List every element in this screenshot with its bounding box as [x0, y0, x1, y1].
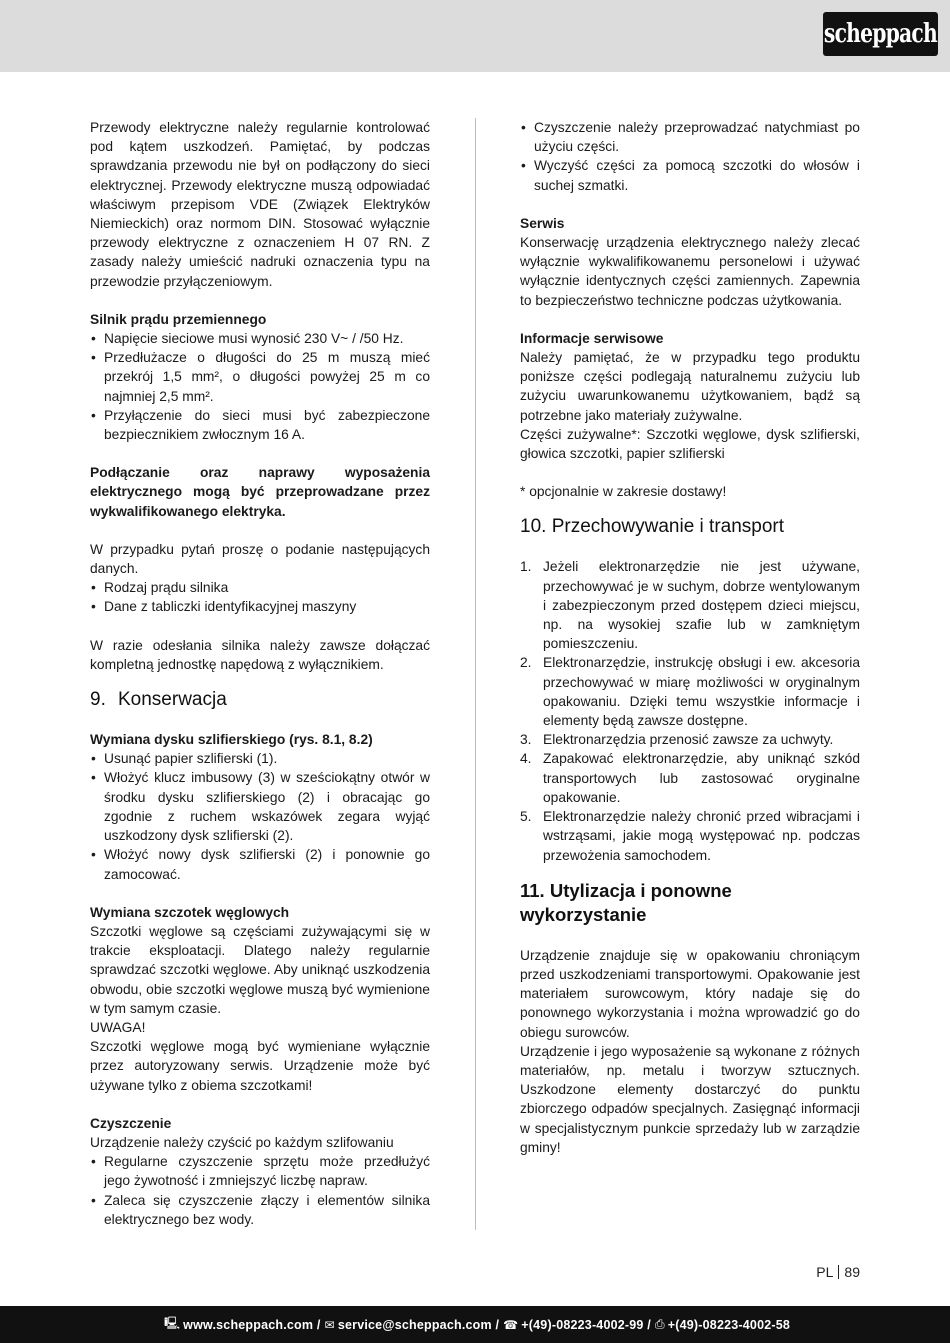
list-item: • Włożyć klucz imbusowy (3) w sześciokątny otwór w środku dysku szlifierskiego (2) i obracając go zgodnie z ruchem wskazówek zegara wyjąć uszkodzony dysk szlifierski (2). [90, 768, 430, 845]
optional-note: * opcjonalnie w zakresie dostawy! [520, 484, 727, 500]
right-column [520, 118, 860, 1157]
motor-return-text: W razie odesłania silnika należy zawsze dołączać kompletną jednostkę napędową z wyłącznikiem. [90, 637, 430, 672]
computer-icon: 🖳 [163, 1316, 181, 1330]
storage-list [520, 557, 860, 864]
section-number: 10. [520, 516, 547, 538]
list-item: 4. Zapakować elektronarzędzie, aby uniknąć szkód transportowych lub zastosować oryginalne opakowanie. [520, 751, 860, 805]
section-title: Utylizacja i ponowne wykorzystanie [520, 879, 732, 925]
footer-email[interactable]: service@scheppach.com / [337, 1317, 500, 1332]
footer-phone: +(49)-08223-4002-99 / [521, 1317, 651, 1332]
brush-replacement-text: Szczotki węglowe są częściami zużywającymi się w trakcie eksploatacji. Dlatego należy regularnie sprawdzać szczotki węglowe. Aby uniknąć uszkodzenia obwodu, obie szczotki węglowe muszą być wymienione w tym samym czasie. [90, 923, 430, 1016]
disc-replacement-heading: Wymiana dysku szlifierskiego (rys. 8.1, 8.2) [90, 732, 373, 748]
logo-text: scheppach [824, 19, 938, 49]
list-item: • Rodzaj prądu silnika [90, 578, 430, 597]
service-text: Konserwację urządzenia elektrycznego należy zlecać wyłącznie wykwalifikowanemu personelowi i używać wyłącznie identycznych części zamiennych. Zapewnia to bezpieczeństwo techniczne podczas użytkowania. [520, 235, 860, 308]
questions-list [90, 578, 430, 616]
service-info-heading: Informacje serwisowe [520, 330, 664, 346]
list-item: 3. Elektronarzędzia przenosić zawsze za uchwyty. [520, 732, 834, 748]
footer-website[interactable]: www.scheppach.com / [183, 1317, 321, 1332]
ac-motor-list [90, 329, 430, 444]
service-heading: Serwis [520, 215, 565, 231]
list-item: • Przedłużacze o długości do 25 m muszą mieć przekrój 1,5 mm², o długości powyżej 25 m co najmniej 2,5 mm². [90, 348, 430, 406]
list-item: • Wyczyść części za pomocą szczotki do włosów i suchej szmatki. [520, 156, 860, 194]
brush-warning-text: Szczotki węglowe mogą być wymieniane wyłącznie przez autoryzowany serwis. Urządzenie może być używane tylko z obiema szczotkami! [90, 1039, 430, 1093]
page-lang: PL [816, 1264, 834, 1280]
list-item: • Dane z tabliczki identyfikacyjnej maszyny [90, 597, 430, 616]
fax-icon: ⎙ [654, 1317, 665, 1331]
list-item: • Włożyć nowy dysk szlifierski (2) i ponownie go zamocować. [90, 845, 430, 883]
cleaning-intro: Urządzenie należy czyścić po każdym szlifowaniu [90, 1134, 394, 1150]
list-item: • Usunąć papier szlifierski (1). [90, 749, 430, 768]
section-9-heading [90, 688, 430, 712]
mail-icon: ✉ [324, 1317, 335, 1332]
questions-intro: W przypadku pytań proszę o podanie następujących danych. [90, 541, 430, 577]
list-item: • Zaleca się czyszczenie złączy i elementów silnika elektrycznego bez wody. [90, 1191, 430, 1229]
cleaning-list [90, 1152, 430, 1229]
page-number-value: 89 [844, 1264, 860, 1280]
wear-parts-text: Części zużywalne*: Szczotki węglowe, dysk szlifierski, głowica szczotki, papier szlifierski [520, 426, 860, 462]
section-10-heading [520, 515, 860, 539]
section-number: 9. [90, 689, 106, 711]
phone-icon: ☎ [503, 1317, 519, 1332]
left-column [90, 118, 430, 1229]
list-item: 5. Elektronarzędzie należy chronić przed wibracjami i wstrząsami, jakie mogą występować np. podczas przewożenia samochodem. [520, 809, 860, 863]
electrician-notice: Podłączanie oraz naprawy wyposażenia elektrycznego mogą być przeprowadzane przez wykwalifikowanego elektryka. [90, 465, 430, 519]
cable-inspection-text: Przewody elektryczne należy regularnie kontrolować pod kątem uszkodzeń. Pamiętać, by podczas sprawdzania przewodu nie był on podłączony do sieci elektrycznej. Przewody elektryczne muszą odpowiadać właściwym przepisom VDE (Związek Elektryków Niemieckich) oraz normom DIN. Stosować wyłącznie przewody elektryczne z oznaczeniem H 07 RN. Z zasady należy umieścić nadruki oznaczenia typu na przewodzie przyłączeniowym. [90, 120, 430, 289]
cleaning-heading: Czyszczenie [90, 1115, 172, 1131]
footer-fax: +(49)-08223-4002-58 [667, 1317, 791, 1332]
disc-replacement-list [90, 749, 430, 883]
scheppach-logo [823, 12, 938, 56]
page-number [816, 1264, 860, 1280]
section-11-heading [520, 879, 860, 927]
disposal-text-2: Urządzenie i jego wyposażenie są wykonane z różnych materiałów, np. metalu i tworzyw sztucznych. Uszkodzone elementy dostarczyć do punktu zbiorczego odpadów specjalnych. Zasięgnąć informacji w specjalistycznym punkcie sprzedaży lub w zarządzie gminy! [520, 1043, 860, 1155]
warning-label: UWAGA! [90, 1019, 146, 1035]
list-item: 1. Jeżeli elektronarzędzie nie jest używane, przechowywać je w suchym, dobrze wentylowanym i zabezpieczonym przed dostępem dzieci miejscu, np. na wysokiej szafie lub w zamkniętym pomieszczeniu. [520, 559, 860, 652]
list-item: • Przyłączenie do sieci musi być zabezpieczone bezpiecznikiem zwłocznym 16 A. [90, 406, 430, 444]
list-item: 2. Elektronarzędzie, instrukcję obsługi i ew. akcesoria przechowywać w miarę możliwości w oryginalnym opakowaniu. Dzięki temu wszystkie informacje i elementy będą zawsze dostępne. [520, 655, 860, 729]
section-title: Przechowywanie i transport [551, 516, 785, 538]
ac-motor-heading: Silnik prądu przemiennego [90, 311, 267, 327]
section-number: 11. [520, 879, 545, 901]
list-item: • Czyszczenie należy przeprowadzać natychmiast po użyciu części. [520, 118, 860, 156]
brush-replacement-heading: Wymiana szczotek węglowych [90, 904, 290, 920]
section-title: Konserwacja [118, 689, 227, 711]
service-info-text: Należy pamiętać, że w przypadku tego produktu poniższe części podlegają naturalnemu zużyciu lub zużyciu uwarunkowanemu użytkowaniem, bądź są potrzebne jako materiały zużywalne. [520, 350, 860, 423]
disposal-text-1: Urządzenie znajduje się w opakowaniu chroniącym przed uszkodzeniami transportowymi. Opakowanie jest materiałem surowcowym, który nadaje się do ponownego wykorzystania i można wprowadzić go do obiegu surowców. [520, 947, 860, 1040]
footer-bar [0, 1306, 950, 1343]
list-item: • Regularne czyszczenie sprzętu może przedłużyć jego żywotność i zmniejszyć liczbę napraw. [90, 1152, 430, 1190]
column-divider [475, 118, 476, 1230]
list-item: • Napięcie sieciowe musi wynosić 230 V~ / /50 Hz. [90, 329, 430, 348]
header-band [0, 0, 950, 72]
cleaning-list-continued [520, 118, 860, 195]
